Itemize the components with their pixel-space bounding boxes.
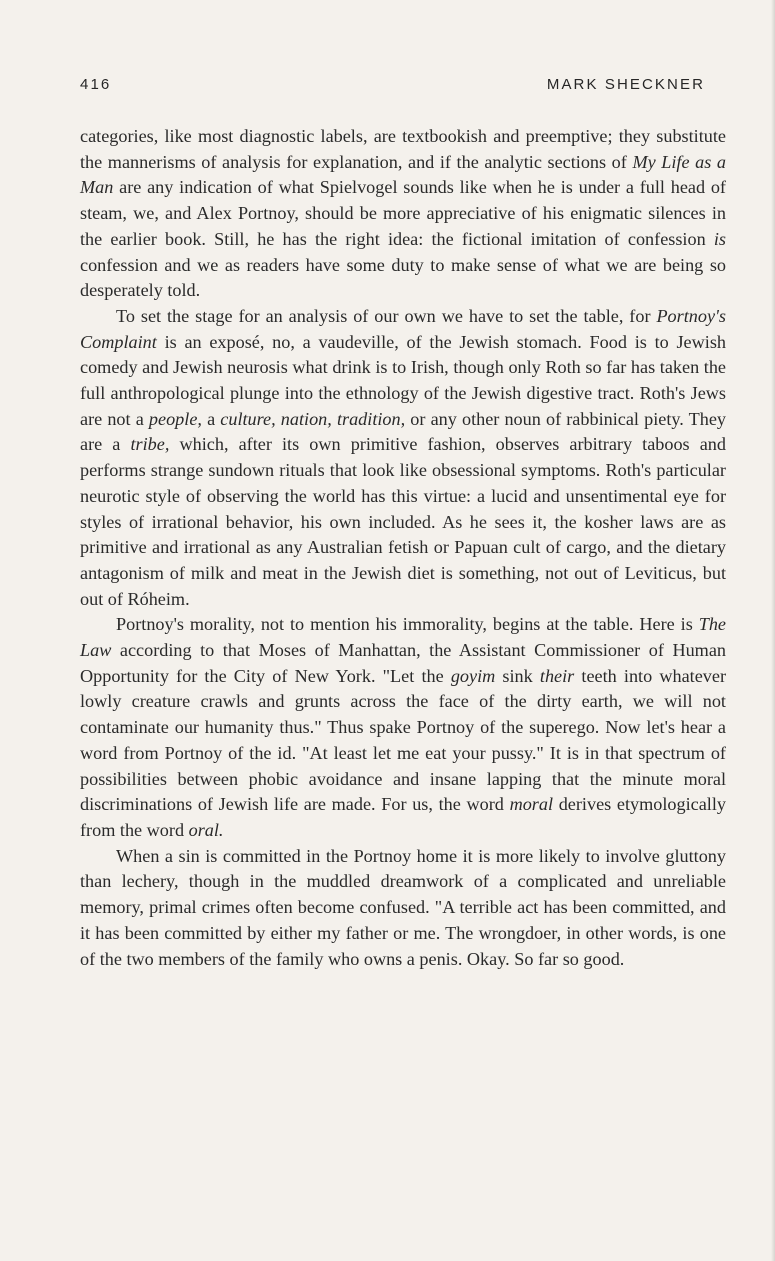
- italic-text: their: [539, 665, 575, 686]
- italic-text: is: [713, 228, 726, 249]
- text-run: or any other noun of rabbinical piety. They are a: [80, 408, 726, 455]
- italic-text: goyim: [450, 665, 496, 686]
- italic-text: moral: [509, 794, 554, 815]
- italic-text: culture, nation, tradition,: [220, 408, 406, 429]
- text-run: When a sin is committed in the Portnoy home it is more likely to involve gluttony than lechery, though in the muddled dreamwork of a complicated and unreliable memory, primal crimes often become confused. "A terrible act has been committed, and it has been committed by either my father or me. The wrongdoer, in other words, is one of the two members of the family who owns a penis. Okay. So far so good.: [80, 845, 726, 969]
- body-text: [80, 124, 726, 972]
- text-run: To set the stage for an analysis of our own we have to set the table, for: [116, 305, 657, 326]
- text-run: which, after its own primitive fashion, observes arbitrary taboos and performs strange sundown rituals that look like obsessional symptoms. Roth's particular neurotic style of observing the world has this virtue: a lucid and unsentimental eye for styles of irrational behavior, his own included. As he sees it, the kosher laws are as primitive and irrational as any Australian fetish or Papuan cult of cargo, and the dietary antagonism of milk and meat in the Jewish diet is something, not out of Leviticus, but out of Róheim.: [80, 434, 726, 609]
- italic-text: Portnoy's Complaint: [80, 305, 726, 352]
- paragraph: [80, 612, 726, 843]
- text-run: is an exposé, no, a vaudeville, of the Jewish stomach. Food is to Jewish comedy and Jewish neurosis what drink is to Irish, though only Roth so far has taken the full anthropological plunge into the ethnology of the Jewish digestive tract. Roth's Jews are not a: [80, 331, 726, 429]
- page-header: [80, 76, 705, 102]
- italic-text: tribe,: [130, 434, 170, 455]
- paragraph: [80, 844, 726, 973]
- text-run: sink: [495, 665, 540, 686]
- running-head: MARK SHECKNER: [546, 76, 705, 93]
- italic-text: The Law: [80, 614, 726, 661]
- text-run: teeth into whatever lowly creature crawls and grunts across the face of the dirty earth, we will not contaminate our humanity thus." Thus spake Portnoy of the superego. Now let's hear a word from Portnoy of the id. "At least let me eat your pussy." It is in that spectrum of possibilities between phobic avoidance and insane lapping that the minute moral discriminations of Jewish life are made. For us, the word: [80, 665, 727, 815]
- page-edge-shadow: [771, 0, 775, 1261]
- italic-text: My Life as a Man: [80, 151, 726, 198]
- italic-text: oral.: [188, 819, 224, 840]
- text-run: are any indication of what Spielvogel sounds like when he is under a full head of steam, we, and Alex Portnoy, should be more appreciative of his enigmatic silences in the earlier book. Still, he has the right idea: the fictional imitation of confession: [80, 177, 726, 249]
- page-number: 416: [80, 76, 112, 93]
- text-run: categories, like most diagnostic labels, are textbookish and preemptive; they substitute the mannerisms of analysis for explanation, and if the analytic sections of: [80, 126, 726, 172]
- text-run: a: [201, 408, 221, 429]
- paragraph: [80, 124, 726, 304]
- text-run: derives etymologically from the word: [80, 794, 726, 840]
- paragraph: [80, 304, 726, 612]
- text-run: Portnoy's morality, not to mention his immorality, begins at the table. Here is: [116, 614, 699, 635]
- text-run: according to that Moses of Manhattan, the Assistant Commissioner of Human Opportunity for the City of New York. "Let the: [80, 640, 726, 686]
- text-run: confession and we as readers have some duty to make sense of what we are being so desperately told.: [80, 254, 726, 301]
- italic-text: people,: [148, 408, 202, 429]
